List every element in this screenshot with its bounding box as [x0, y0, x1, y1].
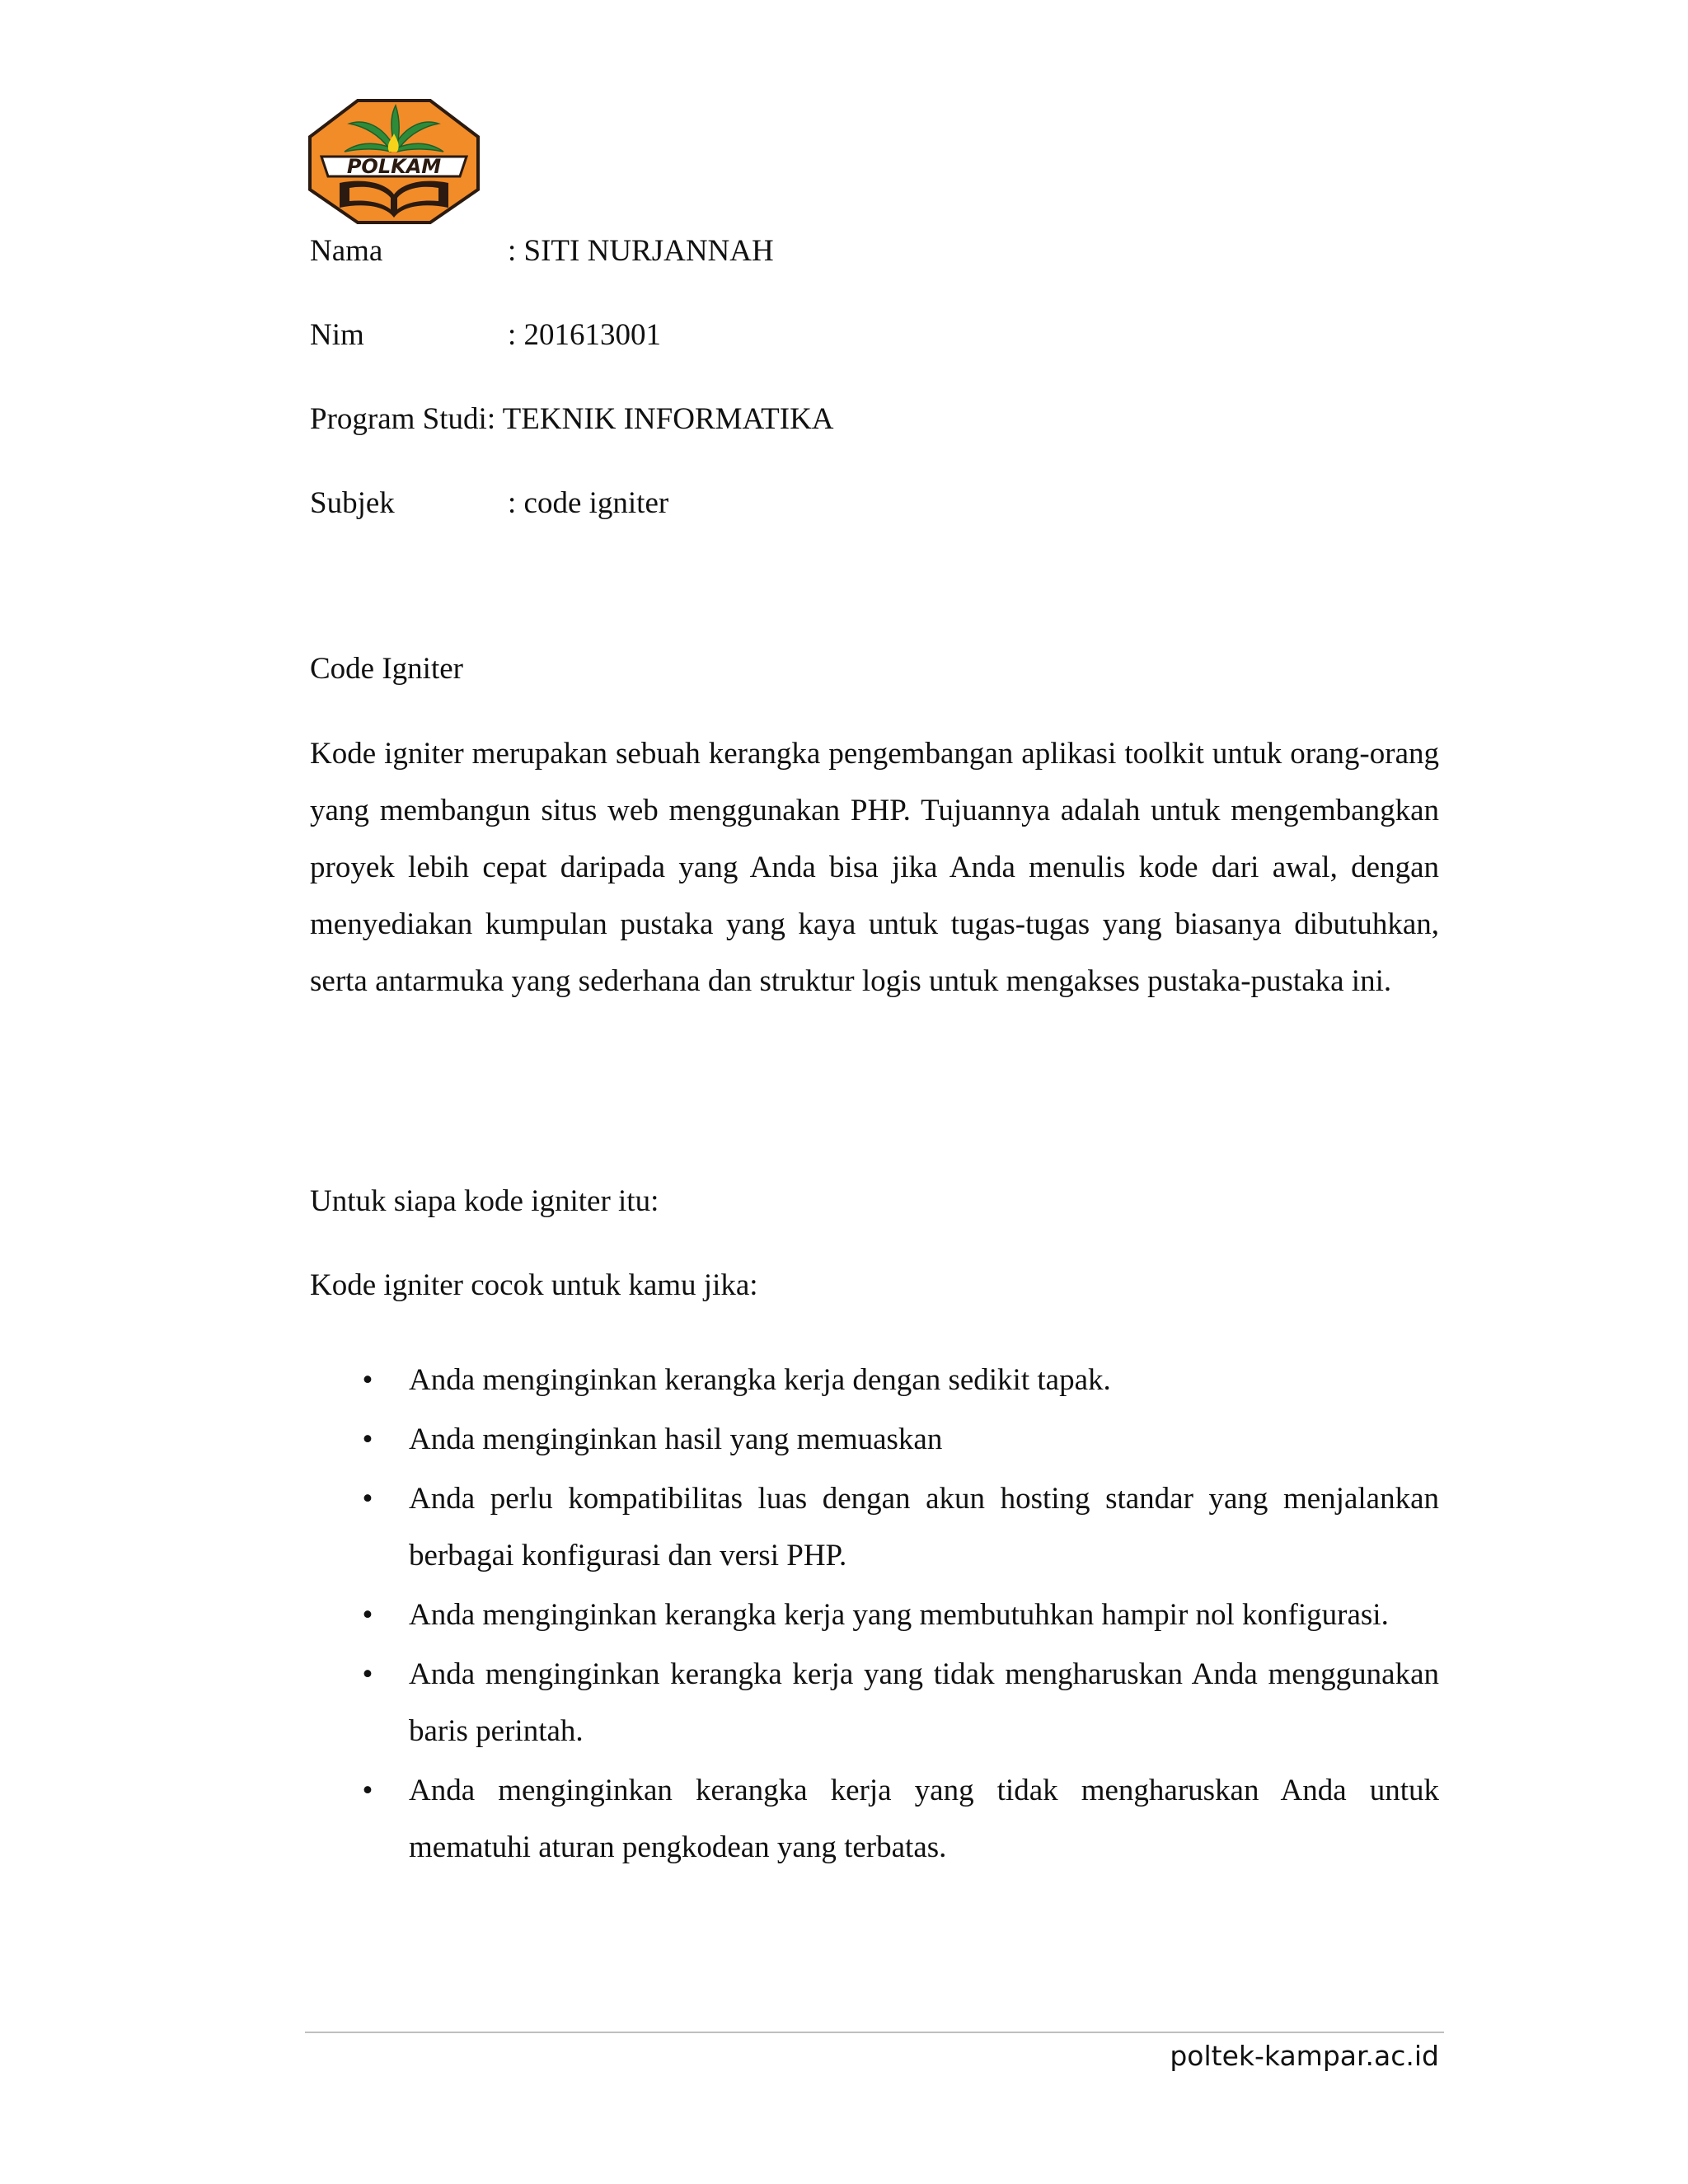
field-value: : 201613001 — [508, 318, 662, 352]
footer-url: poltek-kampar.ac.id — [1170, 2040, 1439, 2072]
poltek-kampar-logo-icon — [307, 97, 481, 225]
section-paragraph — [310, 725, 1439, 1010]
field-program-studi — [310, 395, 1464, 479]
field-label: Nama — [310, 234, 383, 268]
list-item-text: Anda menginginkan kerangka kerja yang tidak mengharuskan Anda menggunakan baris perintah. — [409, 1657, 1439, 1748]
list-item-text: Anda perlu kompatibilitas luas dengan akun hosting standar yang menjalankan berbagai konfigurasi dan versi PHP. — [409, 1482, 1439, 1572]
section-intro: Kode igniter cocok untuk kamu jika: — [310, 1268, 758, 1302]
list-item-text: Anda menginginkan kerangka kerja yang tidak mengharuskan Anda untuk mematuhi aturan pengkodean yang terbatas. — [409, 1774, 1439, 1864]
list-item — [310, 1470, 1439, 1584]
bullet-icon: • — [362, 1774, 373, 1807]
bullet-icon: • — [362, 1363, 373, 1397]
list-item — [310, 1762, 1439, 1876]
field-value: : code igniter — [508, 486, 669, 520]
bullet-icon: • — [362, 1598, 373, 1632]
list-item — [310, 1352, 1439, 1408]
bullet-icon: • — [362, 1422, 373, 1456]
field-value: : SITI NURJANNAH — [508, 234, 774, 268]
list-item — [310, 1586, 1439, 1643]
field-subjek — [310, 479, 1464, 563]
section-heading-code-igniter: Code Igniter — [310, 652, 463, 686]
field-label: Subjek — [310, 486, 395, 520]
section-heading-untuk-siapa: Untuk siapa kode igniter itu: — [310, 1184, 659, 1218]
list-item-text: Anda menginginkan kerangka kerja dengan sedikit tapak. — [409, 1363, 1111, 1397]
list-item — [310, 1646, 1439, 1760]
logo-text: POLKAM — [346, 155, 442, 178]
field-value: : TEKNIK INFORMATIKA — [486, 402, 834, 436]
bullet-icon: • — [362, 1482, 373, 1516]
field-nim — [310, 311, 1464, 395]
requirements-list — [310, 1352, 1439, 1878]
list-item — [310, 1411, 1439, 1468]
field-label: Program Studi — [310, 402, 487, 436]
student-info — [310, 227, 1464, 563]
list-item-text: Anda menginginkan kerangka kerja yang membutuhkan hampir nol konfigurasi. — [409, 1598, 1389, 1632]
field-label: Nim — [310, 318, 364, 352]
list-item-text: Anda menginginkan hasil yang memuaskan — [409, 1422, 943, 1456]
bullet-icon: • — [362, 1657, 373, 1691]
field-nama — [310, 227, 1464, 311]
paragraph-text: Kode igniter merupakan sebuah kerangka pengembangan aplikasi toolkit untuk orang-orang yang membangun situs web menggunakan PHP. Tujuannya adalah untuk mengembangkan proyek lebih cepat daripada yang Anda bisa jika Anda menulis kode dari awal, dengan menyediakan kumpulan pustaka yang kaya untuk tugas-tugas yang biasanya dibutuhkan, serta antarmuka yang sederhana dan struktur logis untuk mengakses pustaka-pustaka ini. — [310, 737, 1439, 998]
